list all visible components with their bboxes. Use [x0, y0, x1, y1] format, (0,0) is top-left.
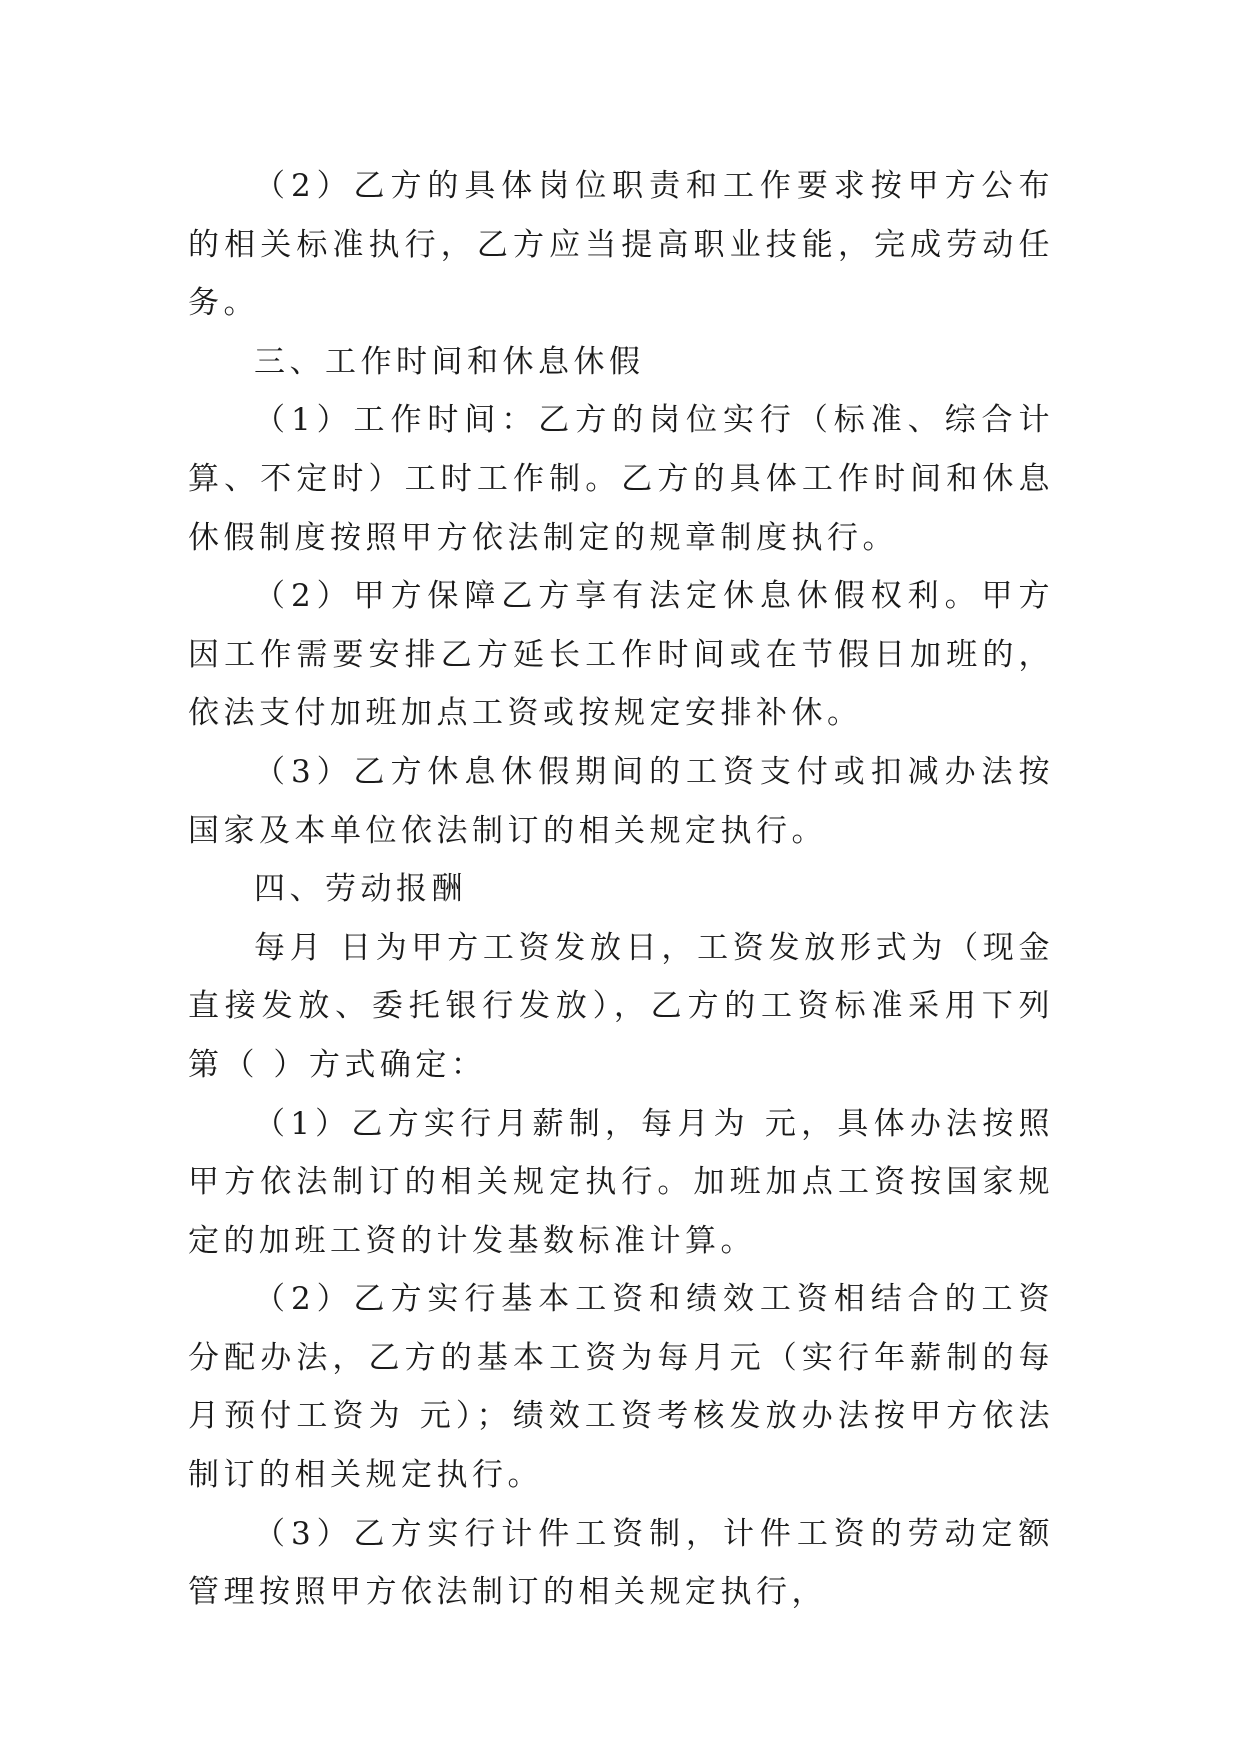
paragraph-rest-rights: （2）甲方保障乙方享有法定休息休假权利。甲方因工作需要安排乙方延长工作时间或在节假日加班的，依法支付加班加点工资或按规定安排补休。: [188, 578, 1054, 732]
paragraph-working-hours: （1）工作时间：乙方的岗位实行（标准、综合计算、不定时）工时工作制。乙方的具体工作时间和休息休假制度按照甲方依法制定的规章制度执行。: [188, 402, 1054, 556]
paragraph-leave-pay: （3）乙方休息休假期间的工资支付或扣减办法按国家及本单位依法制订的相关规定执行。: [188, 753, 1054, 849]
paragraph-job-duties: （2）乙方的具体岗位职责和工作要求按甲方公布的相关标准执行，乙方应当提高职业技能，完成劳动任务。: [188, 168, 1054, 322]
document-body: [188, 157, 1054, 1622]
paragraph-base-performance-pay: （2）乙方实行基本工资和绩效工资相结合的工资分配办法，乙方的基本工资为每月元（实行年薪制的每月预付工资为 元）；绩效工资考核发放办法按甲方依法制订的相关规定执行。: [188, 1281, 1054, 1494]
paragraph-piece-rate-pay: （3）乙方实行计件工资制，计件工资的劳动定额管理按照甲方依法制订的相关规定执行，: [188, 1515, 1054, 1611]
paragraph-pay-day: 每月 日为甲方工资发放日，工资发放形式为（现金直接发放、委托银行发放），乙方的工资标准采用下列第（ ）方式确定：: [188, 929, 1054, 1083]
section-heading-working-hours: 三、工作时间和休息休假: [254, 343, 645, 380]
section-heading-remuneration: 四、劳动报酬: [254, 871, 467, 908]
paragraph-monthly-salary: （1）乙方实行月薪制，每月为 元，具体办法按照甲方依法制订的相关规定执行。加班加点工资按国家规定的加班工资的计发基数标准计算。: [188, 1105, 1054, 1259]
